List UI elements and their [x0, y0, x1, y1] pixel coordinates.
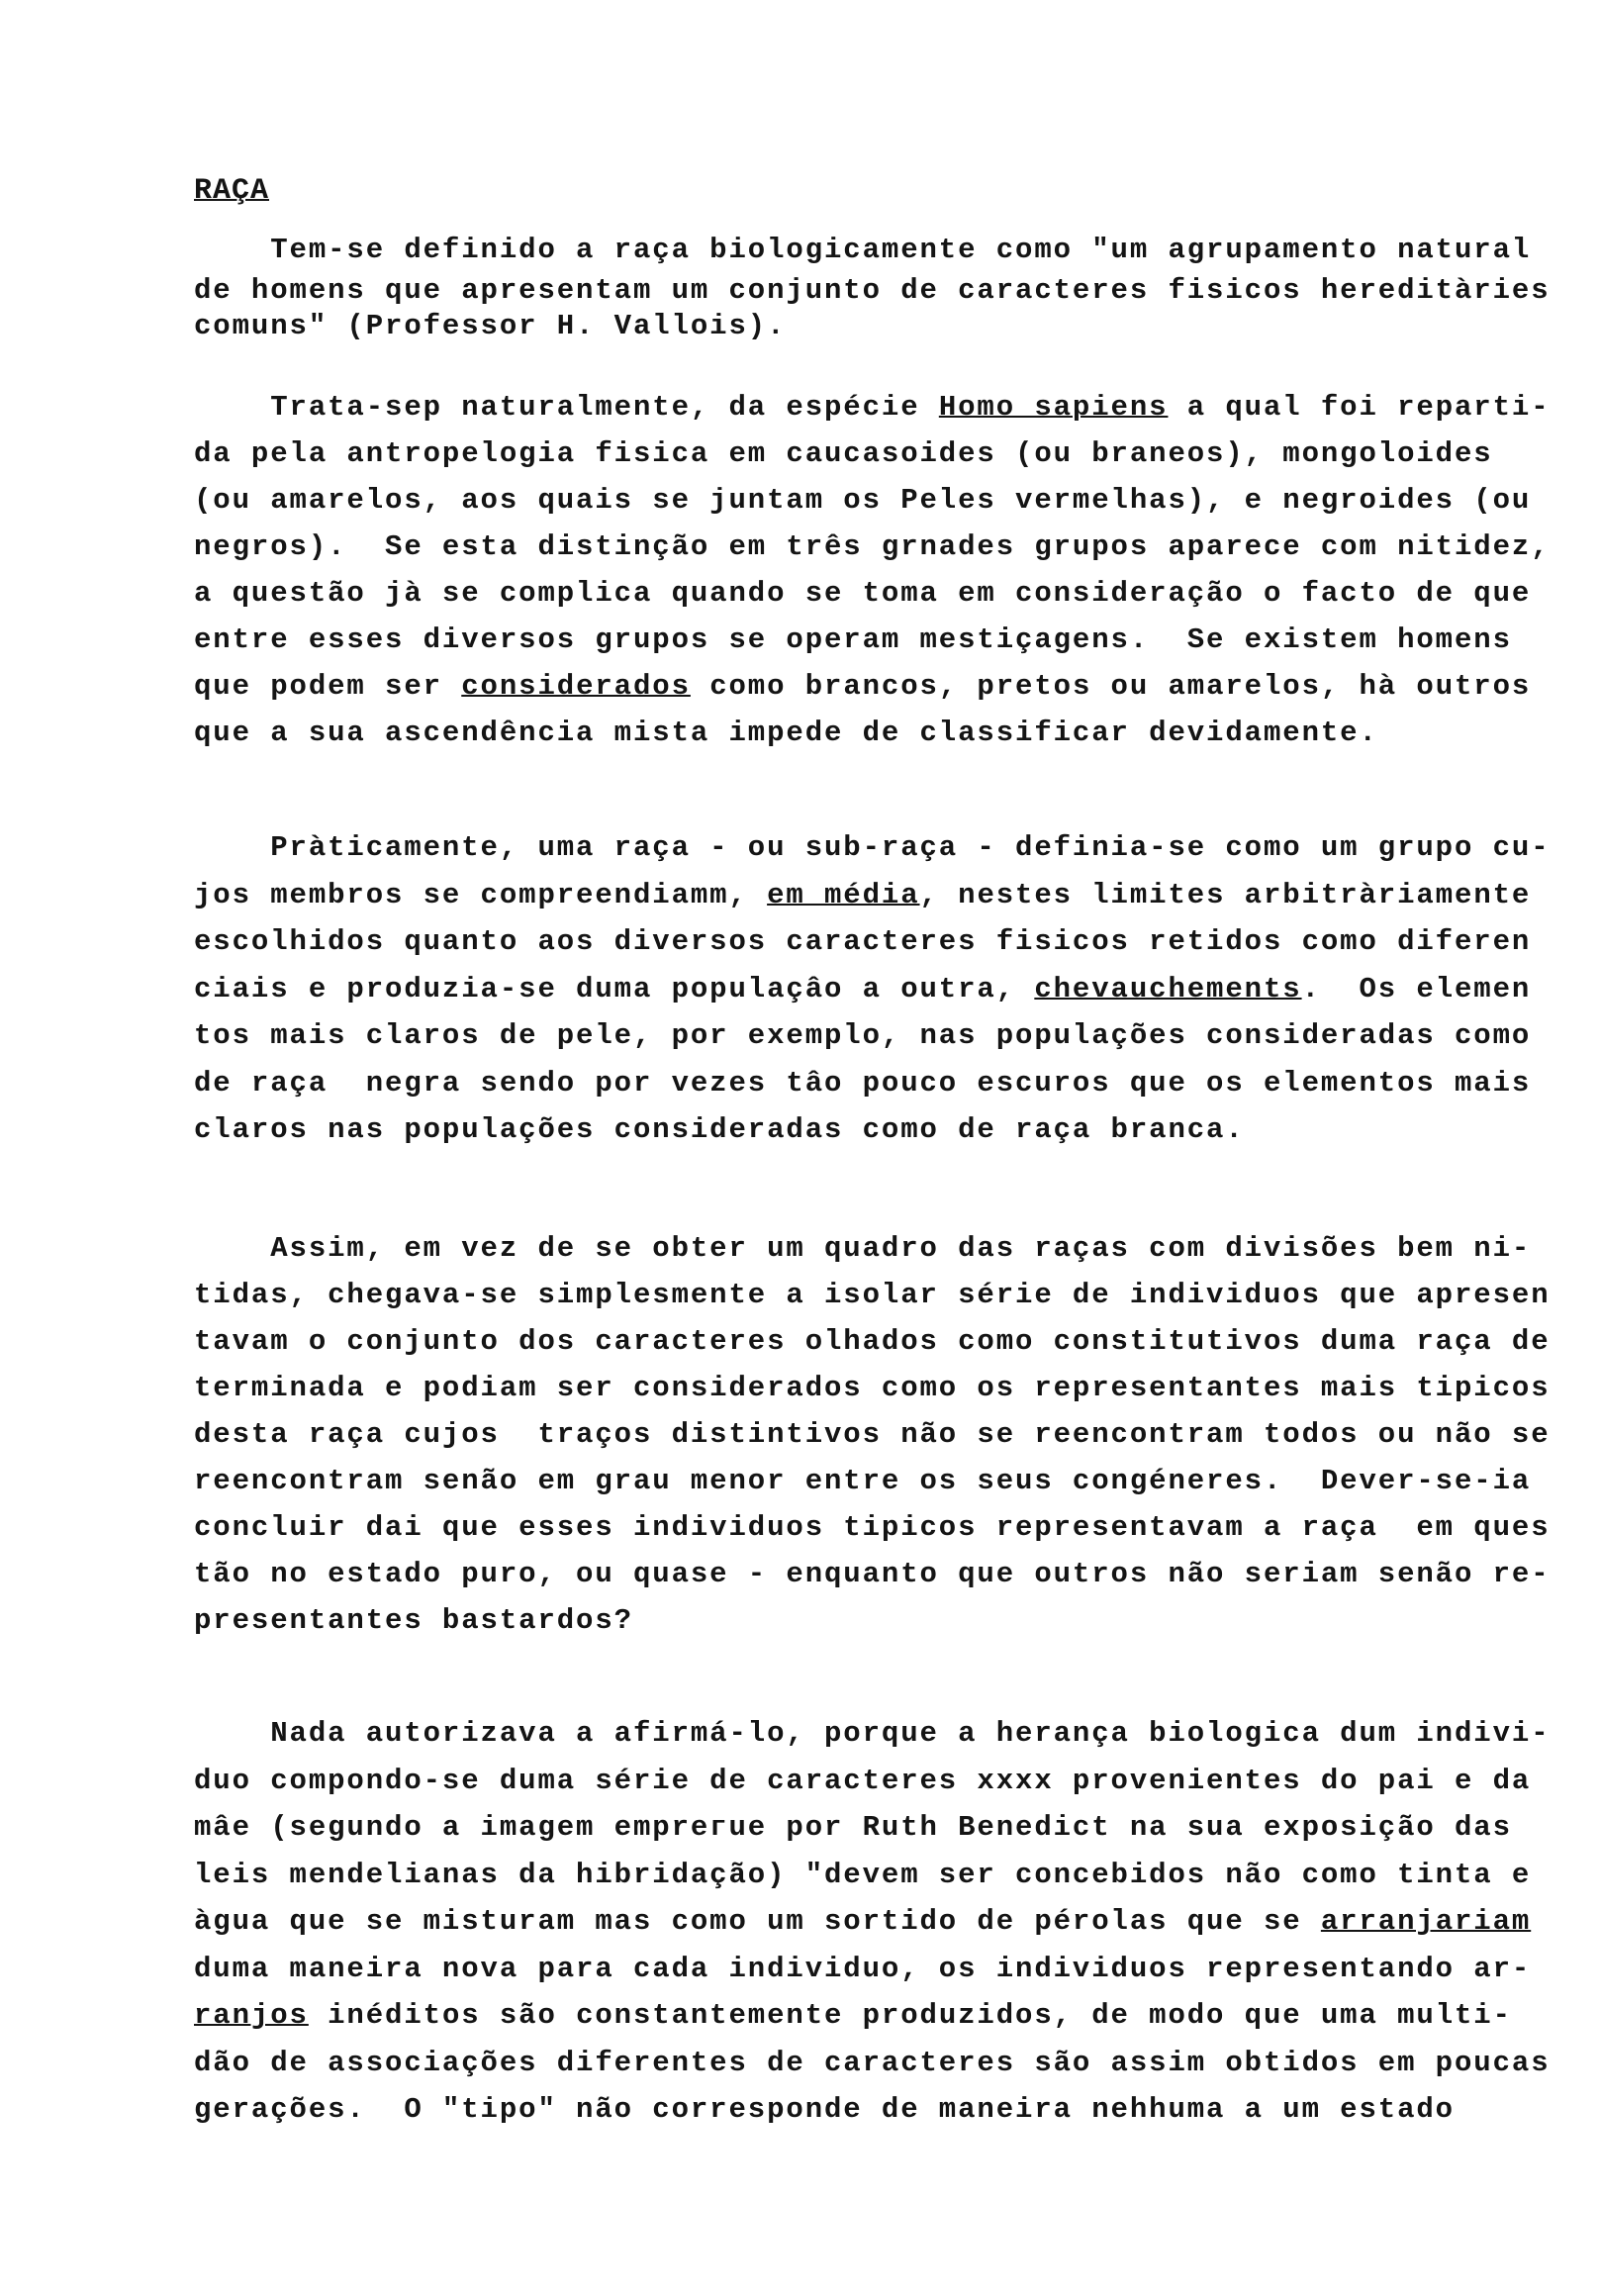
text-segment: duo compondo-se duma série de caracteres xxxx provenientes do pai e da [194, 1764, 1532, 1797]
text-segment: concluir dai que esses individuos tipicos representavam a raça em ques [194, 1511, 1551, 1544]
text-line [194, 1019, 1531, 1052]
text-line [194, 1113, 1245, 1146]
text-segment: jos membros se compreendiamm, [194, 878, 768, 911]
text-line [194, 1372, 1551, 1404]
text-segment: claros nas populações consideradas como de raça branca. [194, 1113, 1245, 1146]
text-segment: àgua que se misturam mas como um sortido de pérolas que se [194, 1905, 1321, 1938]
text-segment: presentantes bastardos? [194, 1604, 633, 1637]
text-line [194, 437, 1493, 470]
text-segment: mâe (segundo a imagem emprегue por Ruth Benedict na sua exposição das [194, 1811, 1512, 1844]
text-segment: da pela antropelogia fisica em caucasoides (ou braneos), mongoloides [194, 437, 1493, 470]
text-segment: entre esses diversos grupos se operam mestiçagens. Se existem homens [194, 623, 1512, 656]
text-segment: de raça negra sendo por vezes tâo pouco escuros que os elementos mais [194, 1066, 1532, 1100]
text-segment: que podem ser [194, 670, 462, 703]
text-line [194, 1511, 1551, 1544]
text-segment: leis mendelianas da hibridação) "devem ser concebidos não como tinta e [194, 1858, 1532, 1891]
underlined-text: considerados [461, 670, 691, 703]
text-segment: gerações. O "tipo" não corresponde de maneira nehhuma a um estado [194, 2093, 1455, 2126]
text-line [194, 530, 1551, 563]
text-segment: tidas, chegava-se simplesmente a isolar série de individuos que apresen [194, 1279, 1551, 1311]
text-segment: dão de associações diferentes de caracteres são assim obtidos em poucas [194, 2046, 1551, 2079]
text-line [194, 1418, 1551, 1451]
underlined-text: chevauchements [1034, 972, 1302, 1005]
text-line [194, 1604, 633, 1637]
text-line [194, 1067, 1531, 1100]
text-line [194, 1953, 1531, 1985]
text-segment: escolhidos quanto aos diversos caracteres fisicos retidos como diferen [194, 925, 1532, 958]
text-line [194, 234, 1531, 266]
text-segment: Nada autorizava a afirmá-lo, porque a herança biologica dum indivi- [194, 1717, 1551, 1750]
underlined-text: Homo sapiens [938, 391, 1169, 424]
text-segment: negros). Se esta distinção em três grnades grupos aparece com nitidez, [194, 530, 1551, 563]
text-line [194, 2093, 1455, 2126]
text-segment: terminada e podiam ser considerados como os representantes mais tipicos [194, 1372, 1551, 1404]
text-segment: que a sua ascendência mista impede de classificar devidamente. [194, 717, 1378, 749]
text-line [194, 391, 1551, 424]
text-line [194, 1859, 1531, 1891]
text-segment: Pràticamente, uma raça - ou sub-raça - definia-se como um grupo cu- [194, 831, 1551, 864]
text-line [194, 1765, 1531, 1797]
text-segment: Tem-se definido a raça biologicamente como "um agrupamento natural [194, 234, 1532, 266]
text-line [194, 1558, 1551, 1590]
text-line [194, 1465, 1531, 1497]
text-segment: de homens que apresentam um conjunto de caracteres fisicos hereditàries [194, 274, 1551, 307]
text-line [194, 577, 1531, 610]
text-line [194, 623, 1512, 656]
text-line [194, 274, 1551, 307]
text-segment: duma maneira nova para cada individuo, os individuos representando ar- [194, 1952, 1532, 1985]
text-line [194, 1325, 1551, 1358]
text-segment: tavam o conjunto dos caracteres olhados como constitutivos duma raça de [194, 1325, 1551, 1358]
text-line [194, 1232, 1531, 1265]
text-line [194, 925, 1531, 958]
text-line [194, 1905, 1531, 1938]
text-segment: a questão jà se complica quando se toma em consideração o facto de que [194, 577, 1532, 610]
text-segment: Assim, em vez de se obter um quadro das raças com divisões bem ni- [194, 1232, 1532, 1265]
text-segment: ciais e produzia-se duma populaçâo a outra, [194, 972, 1035, 1005]
underlined-text: em média [767, 878, 920, 911]
text-line [194, 717, 1378, 749]
text-segment: , nestes limites arbitràriamente [919, 878, 1532, 911]
text-line [194, 1717, 1551, 1750]
text-segment: tos mais claros de pele, por exemplo, nas populações consideradas como [194, 1019, 1532, 1052]
underlined-text: ranjos [194, 1999, 309, 2032]
text-segment: desta raça cujos traços distintivos não se reencontram todos ou não se [194, 1418, 1551, 1451]
text-segment: (ou amarelos, aos quais se juntam os Peles vermelhas), e negroides (ou [194, 484, 1532, 517]
text-line [194, 1999, 1512, 2032]
underlined-text: arranjariam [1320, 1905, 1532, 1938]
text-line [194, 2047, 1551, 2079]
text-line [194, 831, 1551, 864]
text-line [194, 973, 1531, 1005]
text-line [194, 879, 1531, 911]
document-title: RAÇA [194, 174, 270, 208]
text-line [194, 1811, 1512, 1844]
text-segment: . Os elemen [1301, 972, 1532, 1005]
text-segment: comuns" (Professor H. Vallois). [194, 310, 787, 342]
text-segment: como brancos, pretos ou amarelos, hà outros [690, 670, 1532, 703]
text-line [194, 670, 1531, 703]
text-line [194, 310, 786, 342]
text-segment: reencontram senão em grau menor entre os seus congéneres. Dever-se-ia [194, 1465, 1532, 1497]
text-segment: a qual foi reparti- [1168, 391, 1551, 424]
text-segment: Trata-sep naturalmente, da espécie [194, 391, 939, 424]
text-line [194, 1279, 1551, 1311]
text-line [194, 484, 1531, 517]
text-segment: inéditos são constantemente produzidos, de modo que uma multi- [308, 1999, 1512, 2032]
text-segment: tão no estado puro, ou quase - enquanto que outros não seriam senão re- [194, 1558, 1551, 1590]
